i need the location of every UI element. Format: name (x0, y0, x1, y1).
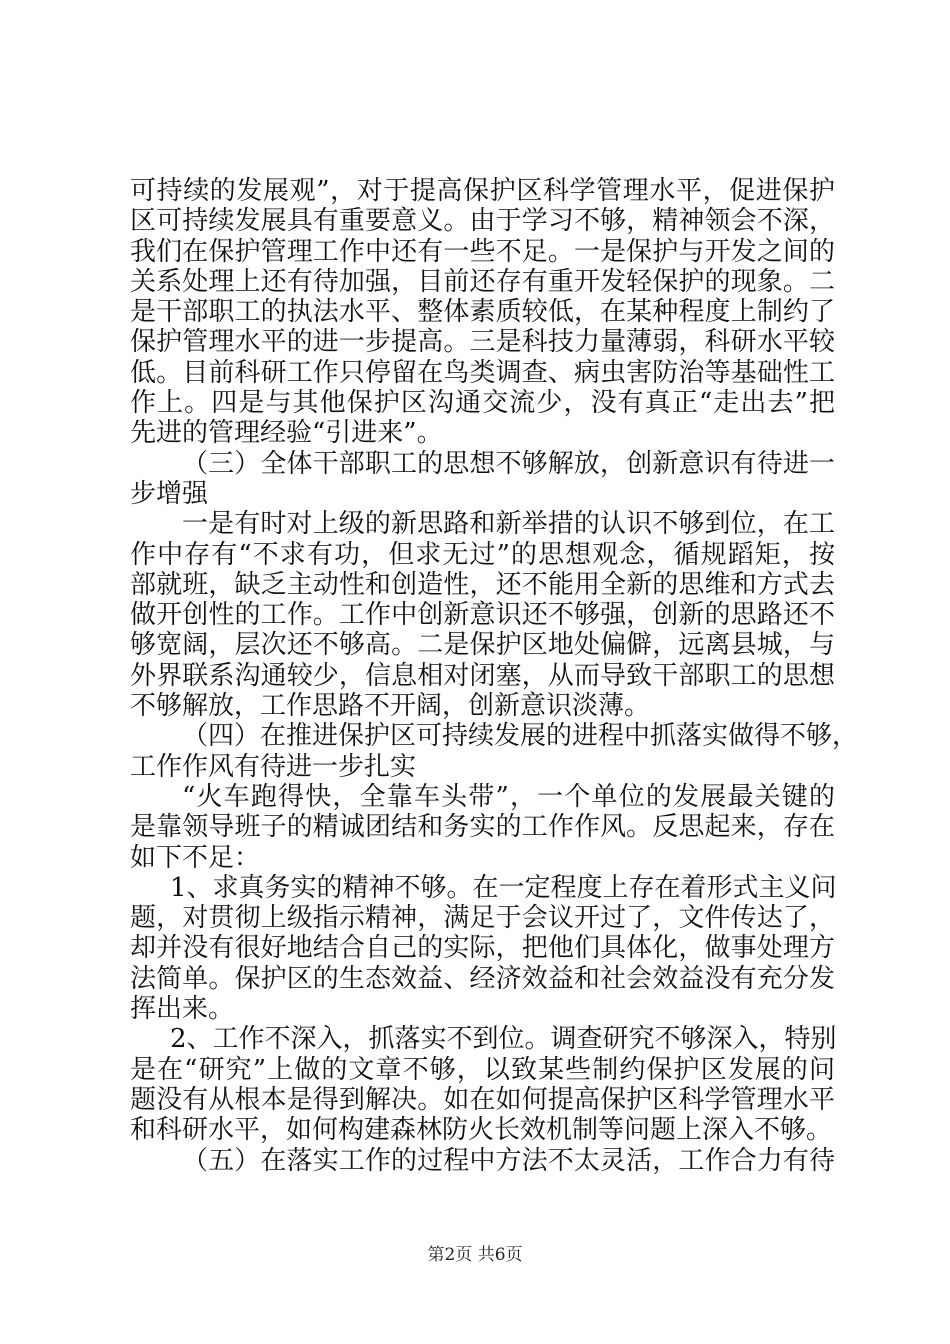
text-line: （三）全体干部职工的思想不够解放，创新意识有待进一 (182, 448, 835, 479)
text-line: 挥出来。 (130, 994, 235, 1025)
text-line: 法简单。保护区的生态效益、经济效益和社会效益没有充分发 (130, 963, 835, 994)
text-line: 够宽阔，层次还不够高。二是保护区地处偏僻，远离县城，与 (130, 630, 835, 661)
text-line: 作中存有“不求有功，但求无过”的思想观念，循规蹈矩，按 (130, 539, 835, 570)
text-line: 我们在保护管理工作中还有一些不足。一是保护与开发之间的 (130, 236, 835, 267)
text-line: 是靠领导班子的精诚团结和务实的工作作风。反思起来，存在 (130, 812, 835, 843)
text-line: 不够解放，工作思路不开阔，创新意识淡薄。 (130, 691, 651, 722)
page-footer: 第2页 共6页 (427, 1245, 523, 1265)
text-line: 2、工作不深入，抓落实不到位。调查研究不够深入，特别 (170, 1024, 837, 1055)
text-line: 作上。四是与其他保护区沟通交流少，没有真正“走出去”把 (130, 388, 835, 419)
text-line: 步增强 (130, 478, 209, 509)
text-line: 一是有时对上级的新思路和新举措的认识不够到位，在工 (182, 509, 835, 540)
text-line: 保护管理水平的进一步提高。三是科技力量薄弱，科研水平较 (130, 327, 835, 358)
text-line: 1、求真务实的精神不够。在一定程度上存在着形式主义问 (170, 872, 837, 903)
text-line: 工作作风有待进一步扎实 (130, 751, 417, 782)
text-line: 却并没有很好地结合自己的实际，把他们具体化，做事处理方 (130, 933, 835, 964)
text-line: 是干部职工的执法水平、整体素质较低，在某种程度上制约了 (130, 297, 835, 328)
text-line: 先进的管理经验“引进来”。 (130, 418, 443, 449)
text-line: 可持续的发展观”，对于提高保护区科学管理水平，促进保护 (130, 176, 835, 206)
text-line: 如下不足： (130, 842, 261, 873)
text-line: 关系处理上还有待加强，目前还存有重开发轻保护的现象。二 (130, 266, 835, 297)
text-line: 部就班，缺乏主动性和创造性，还不能用全新的思维和方式去 (130, 569, 835, 600)
text-line: 题没有从根本是得到解决。如在如何提高保护区科学管理水平 (130, 1084, 835, 1115)
text-line: 外界联系沟通较少，信息相对闭塞，从而导致干部职工的思想 (130, 660, 835, 691)
text-line: （四）在推进保护区可持续发展的进程中抓落实做得不够， (182, 721, 859, 752)
text-line: 是在“研究”上做的文章不够，以致某些制约保护区发展的问 (130, 1054, 835, 1085)
text-line: 低。目前科研工作只停留在鸟类调查、病虫害防治等基础性工 (130, 357, 835, 388)
text-line: 做开创性的工作。工作中创新意识还不够强，创新的思路还不 (130, 600, 835, 631)
text-line: “火车跑得快，全靠车头带”，一个单位的发展最关键的 (182, 781, 835, 812)
text-line: 区可持续发展具有重要意义。由于学习不够，精神领会不深， (130, 206, 835, 237)
text-line: 和科研水平，如何构建森林防火长效机制等问题上深入不够。 (130, 1115, 833, 1146)
text-line: （五）在落实工作的过程中方法不太灵活，工作合力有待 (182, 1145, 835, 1176)
document-body (130, 176, 859, 1176)
text-line: 题，对贯彻上级指示精神，满足于会议开过了，文件传达了， (130, 903, 835, 934)
